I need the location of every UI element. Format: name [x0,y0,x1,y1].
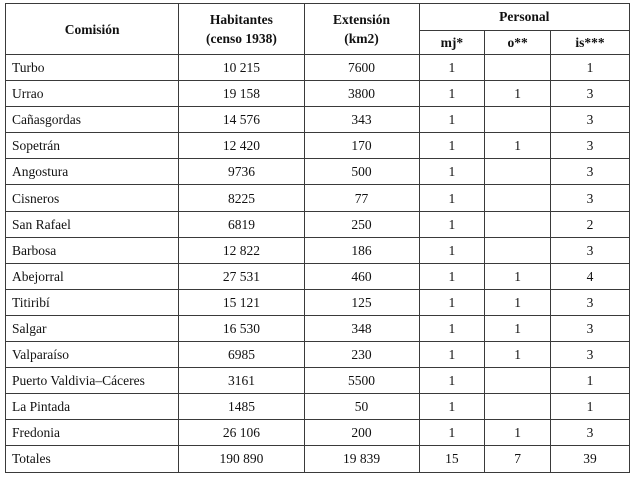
cell-comision: Puerto Valdivia–Cáceres [6,368,179,394]
table-row [6,420,630,446]
cell-is: 3 [550,420,629,446]
header-habitantes-line1: Habitantes [209,12,273,27]
cell-habitantes: 6985 [179,342,304,368]
cell-extension: 7600 [304,55,419,81]
cell-comision: Turbo [6,55,179,81]
cell-mj: 1 [419,133,485,159]
cell-habitantes: 12 822 [179,237,304,263]
cell-comision: La Pintada [6,394,179,420]
cell-mj: 1 [419,289,485,315]
comisiones-table [5,3,630,473]
cell-extension: 77 [304,185,419,211]
table-row [6,263,630,289]
cell-is: 3 [550,133,629,159]
cell-extension: 250 [304,211,419,237]
cell-extension: 230 [304,342,419,368]
cell-mj: 1 [419,159,485,185]
cell-habitantes: 27 531 [179,263,304,289]
table-row [6,368,630,394]
cell-habitantes: 26 106 [179,420,304,446]
cell-o [485,368,551,394]
cell-o [485,107,551,133]
cell-comision: Sopetrán [6,133,179,159]
table-row [6,446,630,472]
cell-mj: 1 [419,368,485,394]
cell-o: 1 [485,420,551,446]
table-row [6,237,630,263]
cell-o [485,394,551,420]
cell-mj: 1 [419,211,485,237]
header-habitantes [179,4,304,55]
cell-habitantes: 10 215 [179,55,304,81]
table-row [6,211,630,237]
cell-comision: Cisneros [6,185,179,211]
cell-comision: Urrao [6,81,179,107]
cell-mj: 1 [419,81,485,107]
header-row-1 [6,4,630,31]
cell-mj: 1 [419,420,485,446]
cell-extension: 186 [304,237,419,263]
cell-is: 3 [550,81,629,107]
data-table-container [5,3,630,473]
cell-habitantes: 15 121 [179,289,304,315]
cell-is: 39 [550,446,629,472]
cell-o: 1 [485,263,551,289]
cell-extension: 5500 [304,368,419,394]
cell-mj: 1 [419,107,485,133]
cell-comision: Abejorral [6,263,179,289]
cell-extension: 170 [304,133,419,159]
cell-mj: 1 [419,185,485,211]
cell-habitantes: 19 158 [179,81,304,107]
cell-extension: 460 [304,263,419,289]
cell-o [485,55,551,81]
header-is: is*** [550,30,629,54]
header-comision: Comisión [6,4,179,55]
table-row [6,315,630,341]
cell-habitantes: 12 420 [179,133,304,159]
cell-comision: Totales [6,446,179,472]
cell-mj: 1 [419,55,485,81]
cell-habitantes: 9736 [179,159,304,185]
header-personal: Personal [419,4,630,31]
cell-mj: 15 [419,446,485,472]
cell-o [485,185,551,211]
header-extension-line1: Extensión [333,12,391,27]
cell-mj: 1 [419,237,485,263]
cell-o [485,237,551,263]
cell-o: 1 [485,133,551,159]
cell-mj: 1 [419,315,485,341]
header-mj: mj* [419,30,485,54]
cell-extension: 343 [304,107,419,133]
cell-o [485,211,551,237]
cell-is: 2 [550,211,629,237]
cell-o: 1 [485,315,551,341]
cell-mj: 1 [419,263,485,289]
cell-extension: 50 [304,394,419,420]
header-habitantes-line2: (censo 1938) [206,31,277,46]
cell-extension: 3800 [304,81,419,107]
table-header [6,4,630,55]
cell-is: 3 [550,185,629,211]
cell-o: 1 [485,289,551,315]
cell-is: 1 [550,55,629,81]
table-row [6,342,630,368]
cell-comision: Cañasgordas [6,107,179,133]
table-row [6,394,630,420]
cell-is: 3 [550,237,629,263]
header-o: o** [485,30,551,54]
table-row [6,159,630,185]
cell-extension: 500 [304,159,419,185]
cell-extension: 125 [304,289,419,315]
table-row [6,55,630,81]
table-row [6,289,630,315]
table-row [6,133,630,159]
table-row [6,107,630,133]
cell-habitantes: 6819 [179,211,304,237]
cell-o: 1 [485,342,551,368]
cell-comision: Barbosa [6,237,179,263]
cell-is: 3 [550,159,629,185]
cell-comision: San Rafael [6,211,179,237]
cell-comision: Angostura [6,159,179,185]
cell-comision: Salgar [6,315,179,341]
cell-is: 3 [550,289,629,315]
cell-o: 7 [485,446,551,472]
cell-is: 3 [550,342,629,368]
cell-is: 1 [550,368,629,394]
cell-habitantes: 3161 [179,368,304,394]
cell-is: 3 [550,315,629,341]
cell-mj: 1 [419,394,485,420]
cell-extension: 19 839 [304,446,419,472]
cell-habitantes: 16 530 [179,315,304,341]
cell-o [485,159,551,185]
cell-habitantes: 1485 [179,394,304,420]
table-row [6,185,630,211]
cell-is: 3 [550,107,629,133]
cell-is: 1 [550,394,629,420]
cell-mj: 1 [419,342,485,368]
table-body [6,55,630,473]
cell-is: 4 [550,263,629,289]
cell-habitantes: 190 890 [179,446,304,472]
header-extension [304,4,419,55]
cell-comision: Valparaíso [6,342,179,368]
cell-o: 1 [485,81,551,107]
cell-comision: Titiribí [6,289,179,315]
cell-habitantes: 8225 [179,185,304,211]
cell-extension: 348 [304,315,419,341]
cell-extension: 200 [304,420,419,446]
cell-comision: Fredonia [6,420,179,446]
table-row [6,81,630,107]
cell-habitantes: 14 576 [179,107,304,133]
header-extension-line2: (km2) [344,31,379,46]
